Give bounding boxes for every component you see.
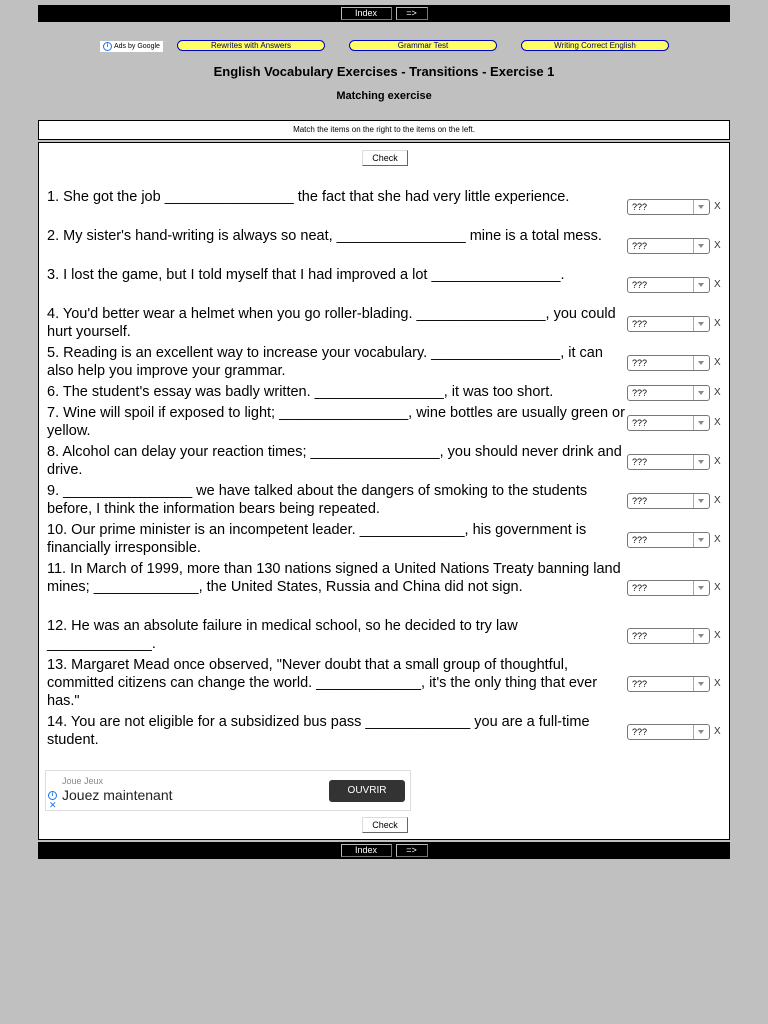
- check-button-top[interactable]: Check: [362, 150, 408, 166]
- answer-select-2[interactable]: ???: [627, 238, 710, 254]
- ad-link-writing-english[interactable]: Writing Correct English: [521, 40, 669, 51]
- answer-select-9[interactable]: ???: [627, 493, 710, 509]
- question-6: 6. The student's essay was badly written. ________________, it was too short.: [47, 384, 554, 400]
- answer-select-6[interactable]: ???: [627, 385, 710, 401]
- index-button[interactable]: Index: [341, 7, 392, 20]
- question-5: 5. Reading is an excellent way to increase your vocabulary. ________________, it can also help you improve your grammar.: [47, 345, 603, 379]
- result-mark-8: X: [714, 456, 721, 467]
- question-1: 1. She got the job ________________ the fact that she had very little experience.: [47, 189, 570, 205]
- chevron-down-icon: [693, 677, 709, 691]
- ad-headline: Jouez maintenant: [62, 787, 173, 803]
- info-icon[interactable]: i: [48, 791, 57, 800]
- chevron-down-icon: [693, 200, 709, 214]
- chevron-down-icon: [693, 725, 709, 739]
- chevron-down-icon: [693, 494, 709, 508]
- question-12: 12. He was an absolute failure in medical school, so he decided to try law _____________.: [47, 618, 518, 652]
- result-mark-4: X: [714, 318, 721, 329]
- ads-by-google[interactable]: [100, 40, 165, 52]
- check-button-bottom[interactable]: Check: [362, 817, 408, 833]
- chevron-down-icon: [693, 455, 709, 469]
- close-icon[interactable]: ✕: [49, 800, 57, 810]
- question-4: 4. You'd better wear a helmet when you go roller-blading. ________________, you could hurt yourself.: [47, 306, 616, 340]
- question-11: 11. In March of 1999, more than 130 nations signed a United Nations Treaty banning land mines; _____________, the United States, Russia and China did not sign.: [47, 561, 621, 595]
- result-mark-9: X: [714, 495, 721, 506]
- result-mark-5: X: [714, 357, 721, 368]
- answer-select-13[interactable]: ???: [627, 676, 710, 692]
- bottom-nav-bar: [38, 842, 730, 859]
- exercise-panel: [38, 142, 730, 840]
- answer-select-7[interactable]: ???: [627, 415, 710, 431]
- answer-select-8[interactable]: ???: [627, 454, 710, 470]
- page-subtitle: Matching exercise: [336, 90, 432, 102]
- question-14: 14. You are not eligible for a subsidized bus pass _____________ you are a full-time student.: [47, 714, 590, 748]
- result-mark-13: X: [714, 678, 721, 689]
- next-button[interactable]: =>: [396, 844, 428, 857]
- answer-select-10[interactable]: ???: [627, 532, 710, 548]
- answer-select-4[interactable]: ???: [627, 316, 710, 332]
- result-mark-12: X: [714, 630, 721, 641]
- chevron-down-icon: [693, 416, 709, 430]
- chevron-down-icon: [693, 239, 709, 253]
- result-mark-11: X: [714, 582, 721, 593]
- ad-link-rewrites[interactable]: Rewrites with Answers: [177, 40, 325, 51]
- page-title: English Vocabulary Exercises - Transitions - Exercise 1: [213, 64, 555, 79]
- chevron-down-icon: [693, 278, 709, 292]
- info-icon: i: [103, 42, 112, 51]
- answer-select-1[interactable]: ???: [627, 199, 710, 215]
- chevron-down-icon: [693, 386, 709, 400]
- result-mark-1: X: [714, 201, 721, 212]
- question-8: 8. Alcohol can delay your reaction times; ________________, you should never drink and drive.: [47, 444, 622, 478]
- question-3: 3. I lost the game, but I told myself that I had improved a lot ________________.: [47, 267, 565, 283]
- answer-select-14[interactable]: ???: [627, 724, 710, 740]
- ad-sponsor: Joue Jeux: [62, 776, 104, 786]
- result-mark-2: X: [714, 240, 721, 251]
- result-mark-14: X: [714, 726, 721, 737]
- next-button[interactable]: =>: [396, 7, 428, 20]
- index-button[interactable]: Index: [341, 844, 392, 857]
- top-nav-bar: [38, 5, 730, 22]
- result-mark-10: X: [714, 534, 721, 545]
- ad-link-grammar-test[interactable]: Grammar Test: [349, 40, 497, 51]
- ad-open-button[interactable]: OUVRIR: [329, 780, 405, 802]
- result-mark-3: X: [714, 279, 721, 290]
- chevron-down-icon: [693, 629, 709, 643]
- question-13: 13. Margaret Mead once observed, "Never doubt that a small group of thoughtful, committed citizens can change the world. _____________, it's the only thing that ever has.": [47, 657, 598, 709]
- chevron-down-icon: [693, 581, 709, 595]
- answer-select-5[interactable]: ???: [627, 355, 710, 371]
- question-9: 9. ________________ we have talked about the dangers of smoking to the students before, I think the information bears being repeated.: [47, 483, 588, 517]
- chevron-down-icon: [693, 533, 709, 547]
- answer-select-12[interactable]: ???: [627, 628, 710, 644]
- answer-select-11[interactable]: ???: [627, 580, 710, 596]
- question-10: 10. Our prime minister is an incompetent leader. _____________, his government is financially irresponsible.: [47, 522, 587, 556]
- result-mark-7: X: [714, 417, 721, 428]
- ad-banner[interactable]: [45, 770, 411, 811]
- chevron-down-icon: [693, 317, 709, 331]
- question-7: 7. Wine will spoil if exposed to light; ________________, wine bottles are usually green or yellow.: [47, 405, 625, 439]
- answer-select-3[interactable]: ???: [627, 277, 710, 293]
- chevron-down-icon: [693, 356, 709, 370]
- result-mark-6: X: [714, 387, 721, 398]
- instructions: Match the items on the right to the items on the left.: [38, 120, 730, 140]
- question-2: 2. My sister's hand-writing is always so neat, ________________ mine is a total mess.: [47, 228, 602, 244]
- ads-by-google-label: Ads by Google: [114, 42, 160, 50]
